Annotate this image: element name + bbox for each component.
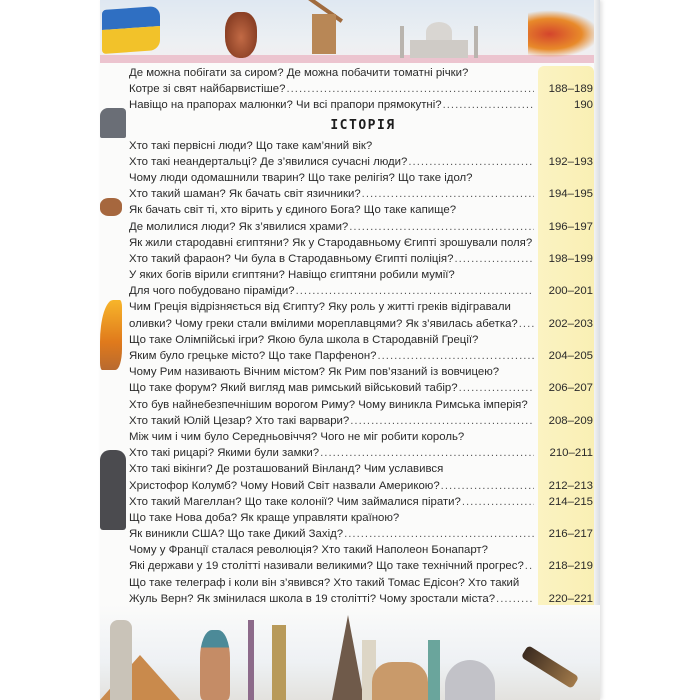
toc-entry: Як бачать світ ті, хто вірить у єдиного Бога? Що таке капище?: [129, 204, 457, 217]
toc-entry: Хто такі первісні люди? Що таке кам’яний вік?: [129, 139, 373, 152]
toc-entry: Що таке Олімпійські ігри? Якою була школа в Стародавній Греції?: [129, 333, 479, 346]
toc-entry: Де можна побігати за сиром? Де можна побачити томатні річки?: [129, 67, 469, 79]
toc-entry: Навіщо на прапорах малюнки? Чи всі прапори прямокутні? ..... 190: [129, 97, 597, 113]
big-ben-icon: [272, 625, 286, 700]
knight-icon: [100, 450, 126, 530]
toc-entry: Для чого побудовано піраміди? ..... 200–201: [129, 283, 597, 299]
tv-tower-icon: [248, 620, 254, 700]
toc-entry: Як жили стародавні єгиптяни? Як у Стародавньому Єгипті зрошували поля?: [129, 236, 533, 249]
toc-entry: У яких богів вірили єгиптяни? Навіщо єгиптяни робили мумії?: [129, 269, 455, 282]
toc-entry: Що таке телеграф і коли він з’явився? Хто такий Томас Едісон? Хто такий: [129, 576, 520, 589]
toc-entry: Що таке Нова доба? Як краще управляти країною?: [129, 511, 400, 524]
windmill-icon: [312, 14, 336, 54]
header-band: [100, 55, 600, 63]
toc-entry: Чому у Франції сталася революція? Хто такий Наполеон Бонапарт?: [129, 544, 488, 557]
toc-entry: Хто такий фараон? Чи була в Стародавньому Єгипті поліція? ..... 198–199: [129, 251, 597, 267]
taj-mahal-icon: [400, 22, 478, 58]
toc-entry: Христофор Колумб? Чому Новий Світ назвали Америкою? ..... 212–213: [129, 478, 597, 494]
toc-entry: Котре зі свят найбарвистіше? ..... 188–189: [129, 81, 597, 97]
toc-entry: Хто такий Магеллан? Що таке колонії? Чим займалися пірати? ..... 214–215: [129, 494, 597, 510]
toc-entry: Хто такі неандертальці? Де з’явилися сучасні люди? ..... 192–193: [129, 154, 597, 170]
nefertiti-icon: [200, 630, 230, 700]
toc-entry: Хто був найнебезпечнішим ворогом Риму? Чому виникла Римська імперія?: [129, 398, 528, 411]
toc-entry: Які держави у 19 столітті називали великими? Що таке технічний прогрес? ..... 218–219: [129, 558, 597, 574]
dragon-icon: [528, 10, 600, 58]
capitoline-wolf-icon: [100, 108, 126, 138]
toc-entry: Між чим і чим було Середньовіччя? Чого не міг робити король?: [129, 430, 465, 443]
toc-entry: Що таке форум? Який вигляд мав римський військовий табір? ..... 206–207: [129, 380, 597, 396]
toc-entry: Хто такий шаман? Як бачать світ язичники? ..... 194–195: [129, 186, 597, 202]
toc-entry: Хто такі вікінги? Де розташований Вінланд? Чим уславився: [129, 463, 444, 476]
ancient-pot-icon: [100, 198, 122, 216]
mosque-icon: [445, 660, 495, 700]
toc-entry: Де молилися люди? Як з’явилися храми? ..... 196–197: [129, 219, 597, 235]
eiffel-tower-icon: [332, 615, 364, 700]
toc-entry: оливки? Чому греки стали вмілими мореплавцями? Як з’явилась абетка? ..... 202–203: [129, 316, 597, 332]
toc-entry: Чим Греція відрізняється від Єгипту? Яку роль у житті греків відігравали: [129, 301, 511, 314]
book-page: [100, 0, 600, 700]
toc-entry: Хто такий Юлій Цезар? Хто такі варвари? ..... 208–209: [129, 413, 597, 429]
toc-entry: Жуль Верн? Як змінилася школа в 19 столітті? Чому зростали міста? ..... 220–221: [129, 591, 597, 607]
toc-entry: Хто такі рицарі? Якими були замки? ..... 210–211: [129, 445, 597, 461]
toc-entry: Чому люди одомашнили тварин? Що таке релігія? Що таке ідол?: [129, 171, 473, 184]
ukraine-flag-icon: [102, 6, 160, 58]
spyglass-icon: [521, 645, 579, 689]
section-title: ІСТОРІЯ: [330, 117, 396, 133]
header-illustration: [100, 0, 600, 62]
toc-entry: Як виникли США? Що таке Дикий Захід? ..... 216–217: [129, 526, 597, 542]
amphora-icon: [225, 12, 257, 58]
table-of-contents: [129, 65, 597, 639]
footer-illustration: [100, 605, 600, 700]
toc-entry: Яким було грецьке місто? Що таке Парфенон? ..... 204–205: [129, 348, 597, 364]
olympic-torch-icon: [100, 300, 122, 370]
statue-of-liberty-icon: [428, 640, 440, 700]
athena-statue-icon: [110, 620, 132, 700]
colosseum-icon: [372, 662, 428, 700]
toc-entry: Чому Рим називають Вічним містом? Як Рим пов’язаний із вовчицею?: [129, 366, 500, 379]
